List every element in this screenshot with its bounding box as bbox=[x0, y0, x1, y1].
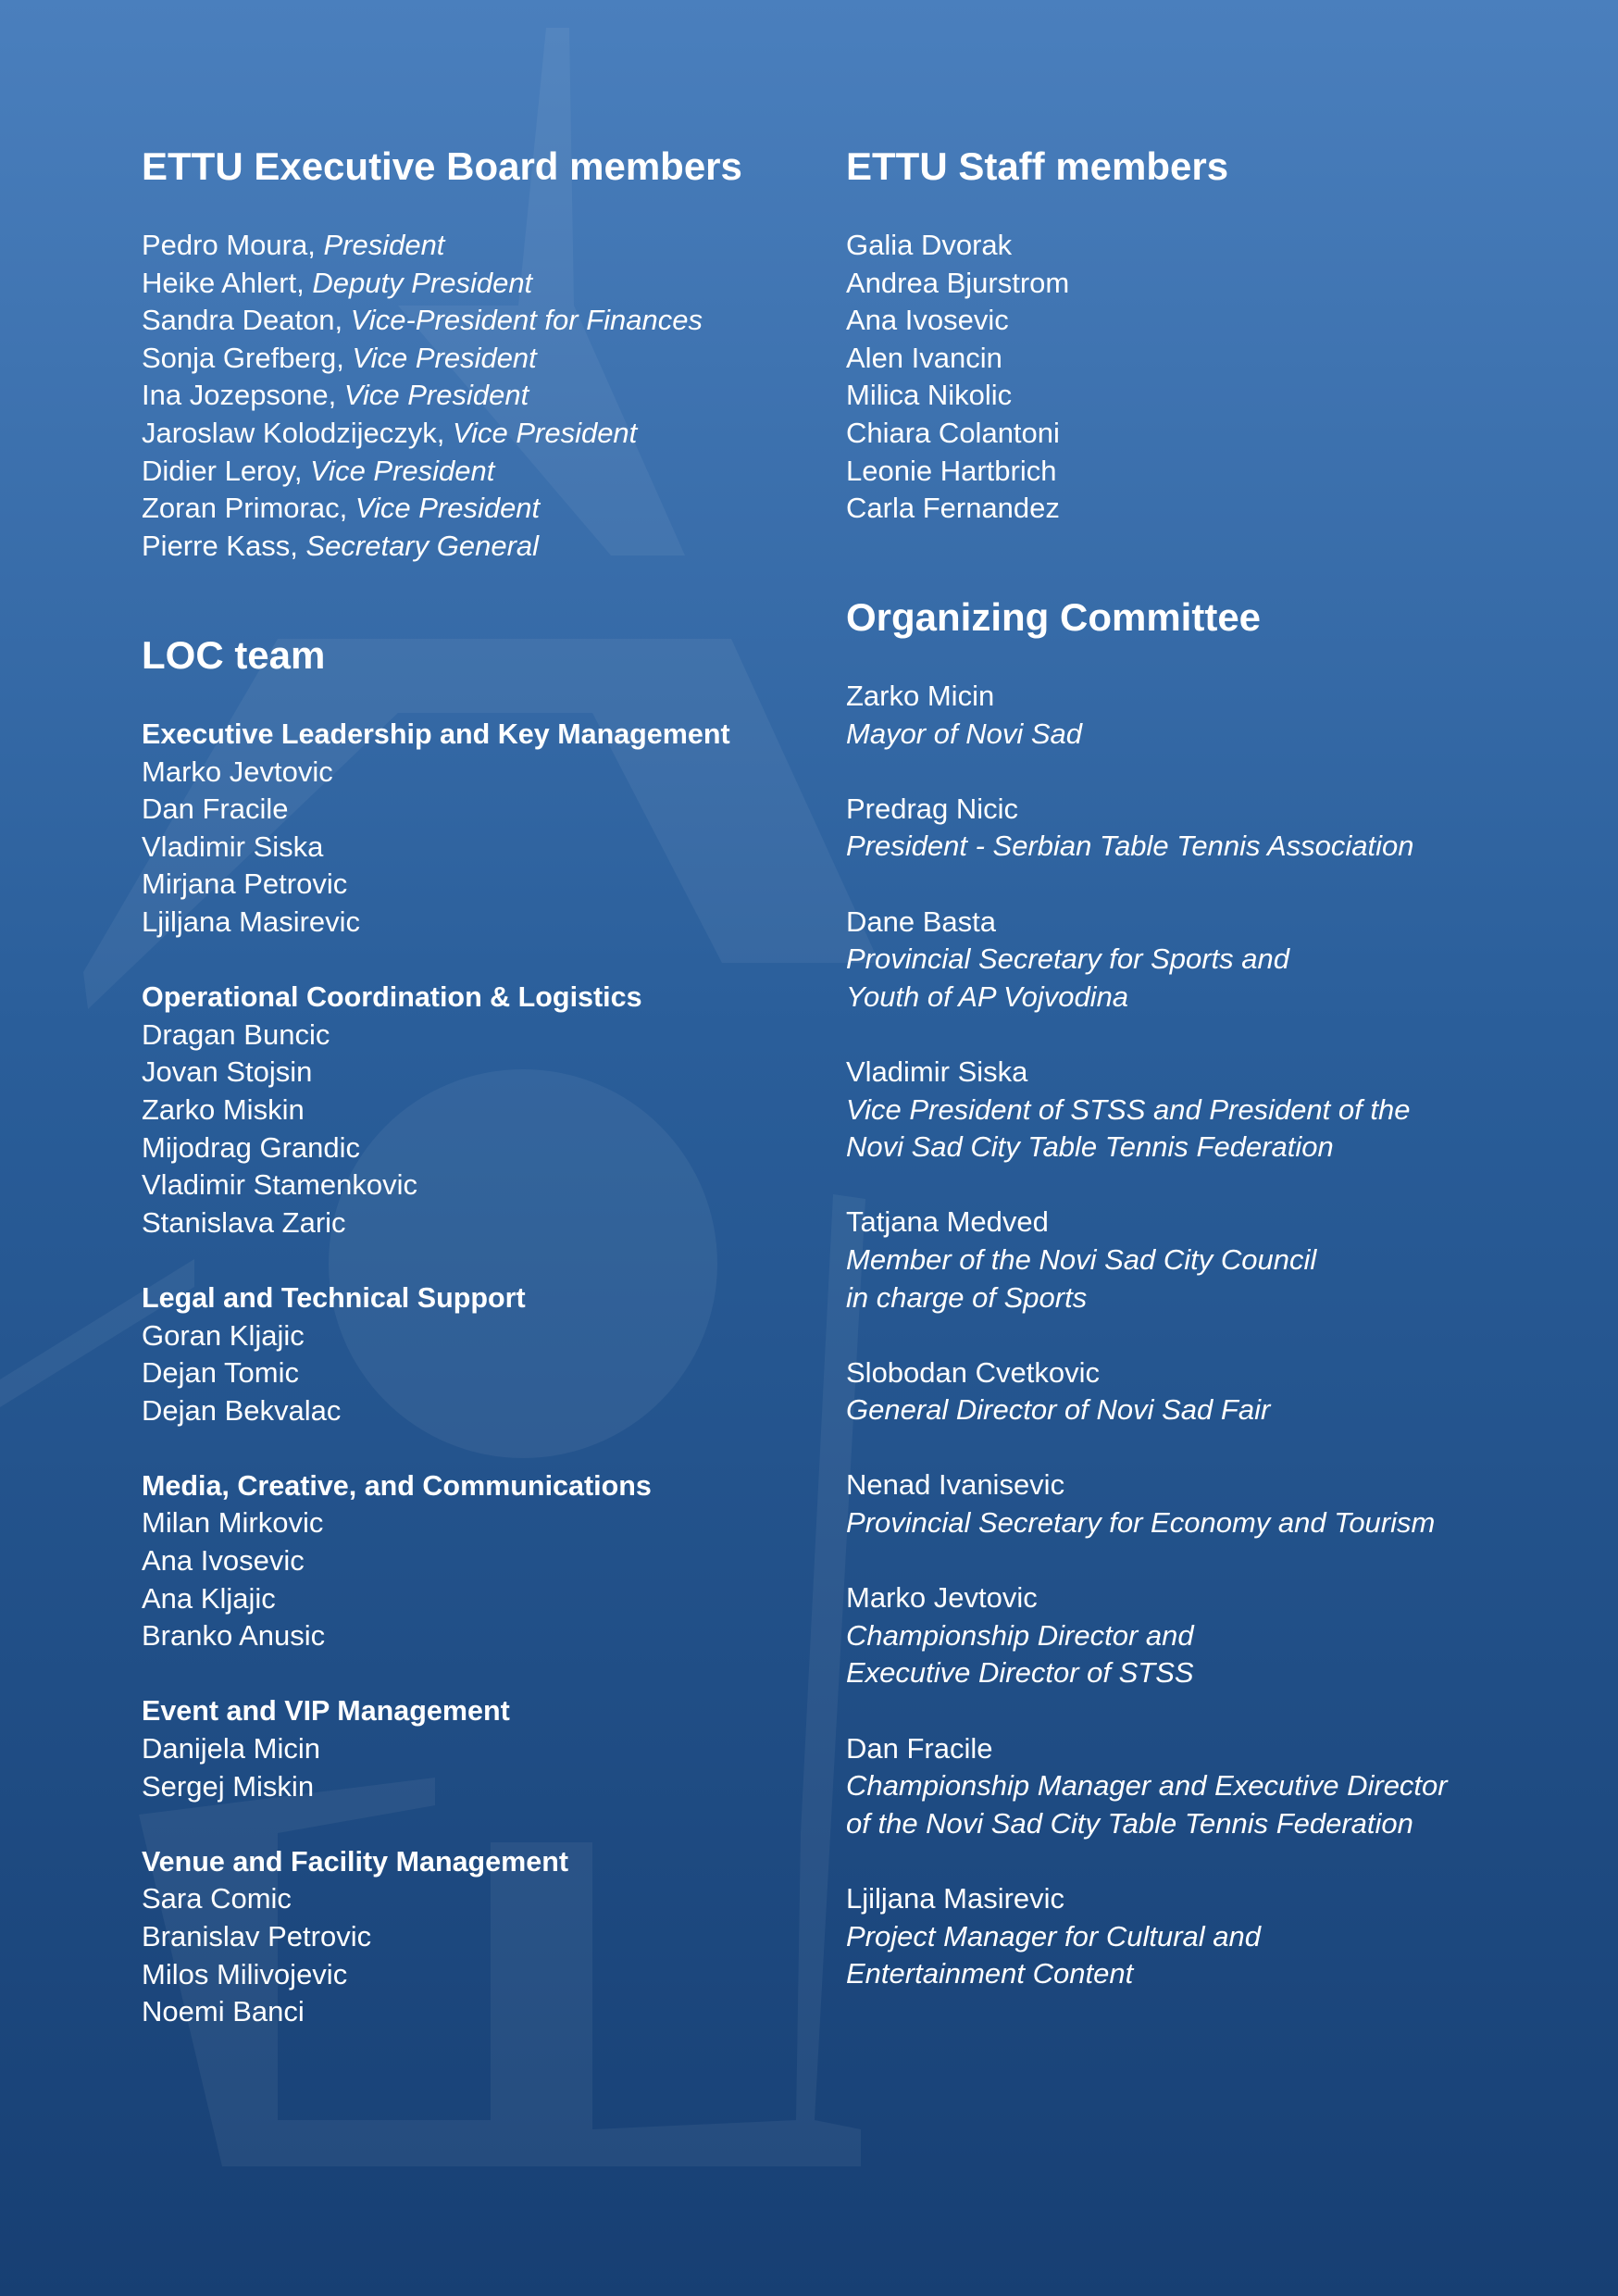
loc-member: Mijodrag Grandic bbox=[142, 1130, 361, 1164]
executive-board-title: ETTU Executive Board members bbox=[142, 144, 742, 188]
committee-member-role: Youth of AP Vojvodina bbox=[846, 980, 1129, 1013]
member-name: Pierre Kass bbox=[142, 529, 291, 562]
staff-list bbox=[846, 227, 1069, 528]
board-member: Ina Jozepsone, Vice President bbox=[142, 379, 529, 412]
member-name: Ina Jozepsone bbox=[142, 379, 329, 412]
staff-member: Alen Ivancin bbox=[846, 341, 1002, 374]
committee-member-name: Vladimir Siska bbox=[846, 1054, 1028, 1088]
member-role: Vice President bbox=[310, 454, 495, 487]
loc-group-heading: Operational Coordination & Logistics bbox=[142, 981, 642, 1014]
organizing-committee-title: Organizing Committee bbox=[846, 595, 1262, 639]
loc-member: Vladimir Stamenkovic bbox=[142, 1168, 418, 1202]
loc-team-groups bbox=[142, 716, 730, 2031]
loc-member: Noemi Banci bbox=[142, 1995, 305, 2028]
member-name: Pedro Moura bbox=[142, 229, 308, 261]
loc-member: Dejan Tomic bbox=[142, 1356, 300, 1390]
loc-member: Vladimir Siska bbox=[142, 830, 324, 863]
member-role: Vice President bbox=[352, 341, 537, 374]
committee-member bbox=[846, 1054, 1448, 1167]
board-member: Pierre Kass, Secretary General bbox=[142, 529, 540, 562]
loc-member: Stanislava Zaric bbox=[142, 1205, 346, 1239]
committee-member-role: Provincial Secretary for Sports and bbox=[846, 942, 1289, 976]
committee-member-role: Championship Director and bbox=[846, 1618, 1194, 1652]
staff-member: Carla Fernandez bbox=[846, 492, 1060, 525]
member-name: Sandra Deaton bbox=[142, 304, 335, 337]
loc-team-title: LOC team bbox=[142, 633, 326, 677]
committee-member-name: Dane Basta bbox=[846, 905, 996, 938]
committee-member-name: Dan Fracile bbox=[846, 1731, 993, 1765]
board-member: Pedro Moura, President bbox=[142, 229, 445, 261]
board-member: Jaroslaw Kolodzijeczyk, Vice President bbox=[142, 416, 638, 449]
member-role: President bbox=[323, 229, 445, 261]
committee-member-role: Executive Director of STSS bbox=[846, 1656, 1194, 1690]
loc-member: Mirjana Petrovic bbox=[142, 867, 348, 901]
member-role: Vice President bbox=[355, 492, 541, 525]
committee-member-role: Entertainment Content bbox=[846, 1957, 1134, 1990]
board-member: Heike Ahlert, Deputy President bbox=[142, 266, 533, 299]
loc-group bbox=[142, 716, 730, 942]
loc-member: Milan Mirkovic bbox=[142, 1506, 324, 1540]
member-name: Heike Ahlert bbox=[142, 266, 297, 299]
committee-member bbox=[846, 1204, 1448, 1316]
committee-member-role: Project Manager for Cultural and bbox=[846, 1919, 1262, 1953]
loc-group bbox=[142, 1843, 730, 2031]
member-name: Jaroslaw Kolodzijeczyk bbox=[142, 416, 437, 449]
committee-member bbox=[846, 1730, 1448, 1843]
staff-member: Milica Nikolic bbox=[846, 379, 1013, 412]
member-name: Zoran Primorac bbox=[142, 492, 340, 525]
member-role: Vice President bbox=[343, 379, 529, 412]
loc-member: Dan Fracile bbox=[142, 792, 289, 826]
loc-member: Zarko Miskin bbox=[142, 1092, 305, 1126]
board-member: Zoran Primorac, Vice President bbox=[142, 492, 541, 525]
committee-member-role: General Director of Novi Sad Fair bbox=[846, 1393, 1271, 1427]
loc-group-heading: Event and VIP Management bbox=[142, 1695, 510, 1728]
loc-member: Dejan Bekvalac bbox=[142, 1393, 342, 1427]
loc-member: Sara Comic bbox=[142, 1882, 292, 1915]
committee-member-role: Vice President of STSS and President of the bbox=[846, 1092, 1411, 1126]
committee-member bbox=[846, 1880, 1448, 1993]
committee-member-name: Predrag Nicic bbox=[846, 792, 1019, 825]
loc-group-heading: Legal and Technical Support bbox=[142, 1281, 526, 1314]
loc-member: Danijela Micin bbox=[142, 1732, 320, 1766]
loc-group bbox=[142, 1467, 730, 1655]
loc-member: Marko Jevtovic bbox=[142, 755, 333, 788]
loc-member: Ana Ivosevic bbox=[142, 1544, 305, 1578]
loc-group bbox=[142, 979, 730, 1242]
loc-member: Dragan Buncic bbox=[142, 1017, 330, 1051]
staff-member: Andrea Bjurstrom bbox=[846, 266, 1070, 299]
member-role: Secretary General bbox=[305, 529, 540, 562]
member-name: Sonja Grefberg bbox=[142, 341, 337, 374]
committee-member bbox=[846, 1354, 1448, 1429]
staff-member: Chiara Colantoni bbox=[846, 416, 1060, 449]
loc-member: Ana Kljajic bbox=[142, 1581, 276, 1615]
board-member: Sonja Grefberg, Vice President bbox=[142, 341, 537, 374]
committee-member-name: Slobodan Cvetkovic bbox=[846, 1355, 1100, 1389]
member-role: Vice-President for Finances bbox=[350, 304, 703, 337]
loc-member: Goran Kljajic bbox=[142, 1318, 305, 1352]
board-member: Sandra Deaton, Vice-President for Finances bbox=[142, 304, 703, 337]
committee-member bbox=[846, 678, 1448, 753]
board-member: Didier Leroy, Vice President bbox=[142, 454, 495, 487]
loc-member: Milos Milivojevic bbox=[142, 1957, 348, 1990]
loc-group-heading: Media, Creative, and Communications bbox=[142, 1469, 652, 1502]
committee-member-role: Provincial Secretary for Economy and Tourism bbox=[846, 1506, 1436, 1540]
staff-member: Leonie Hartbrich bbox=[846, 454, 1057, 487]
member-role: Deputy President bbox=[312, 266, 533, 299]
loc-group-heading: Venue and Facility Management bbox=[142, 1845, 569, 1878]
staff-title: ETTU Staff members bbox=[846, 144, 1229, 188]
loc-group-heading: Executive Leadership and Key Management bbox=[142, 718, 730, 750]
staff-member: Ana Ivosevic bbox=[846, 304, 1009, 337]
organizing-committee-list bbox=[846, 678, 1448, 1993]
committee-member bbox=[846, 904, 1448, 1017]
committee-member-name: Nenad Ivanisevic bbox=[846, 1468, 1065, 1502]
executive-board-list bbox=[142, 227, 703, 565]
loc-member: Branislav Petrovic bbox=[142, 1920, 372, 1953]
loc-group bbox=[142, 1692, 730, 1805]
committee-member-name: Tatjana Medved bbox=[846, 1205, 1049, 1239]
loc-member: Jovan Stojsin bbox=[142, 1055, 313, 1089]
loc-member: Branko Anusic bbox=[142, 1619, 326, 1653]
committee-member bbox=[846, 1466, 1448, 1541]
staff-member: Galia Dvorak bbox=[846, 229, 1013, 261]
loc-group bbox=[142, 1279, 730, 1429]
loc-member: Sergej Miskin bbox=[142, 1769, 315, 1803]
committee-member bbox=[846, 1579, 1448, 1692]
member-name: Didier Leroy bbox=[142, 454, 294, 487]
committee-member-role: Member of the Novi Sad City Council bbox=[846, 1242, 1317, 1276]
committee-member-role: in charge of Sports bbox=[846, 1280, 1088, 1314]
committee-member-name: Zarko Micin bbox=[846, 680, 995, 712]
committee-member-name: Marko Jevtovic bbox=[846, 1581, 1038, 1615]
committee-member-role: Championship Manager and Executive Director bbox=[846, 1769, 1448, 1803]
committee-member-name: Ljiljana Masirevic bbox=[846, 1882, 1065, 1915]
loc-member: Ljiljana Masirevic bbox=[142, 905, 361, 938]
member-role: Vice President bbox=[452, 416, 638, 449]
committee-member-role: of the Novi Sad City Table Tennis Federation bbox=[846, 1806, 1413, 1840]
committee-member-role: President - Serbian Table Tennis Association bbox=[846, 830, 1414, 863]
committee-member-role: Novi Sad City Table Tennis Federation bbox=[846, 1130, 1334, 1164]
committee-member bbox=[846, 791, 1448, 866]
committee-member-role: Mayor of Novi Sad bbox=[846, 717, 1082, 750]
